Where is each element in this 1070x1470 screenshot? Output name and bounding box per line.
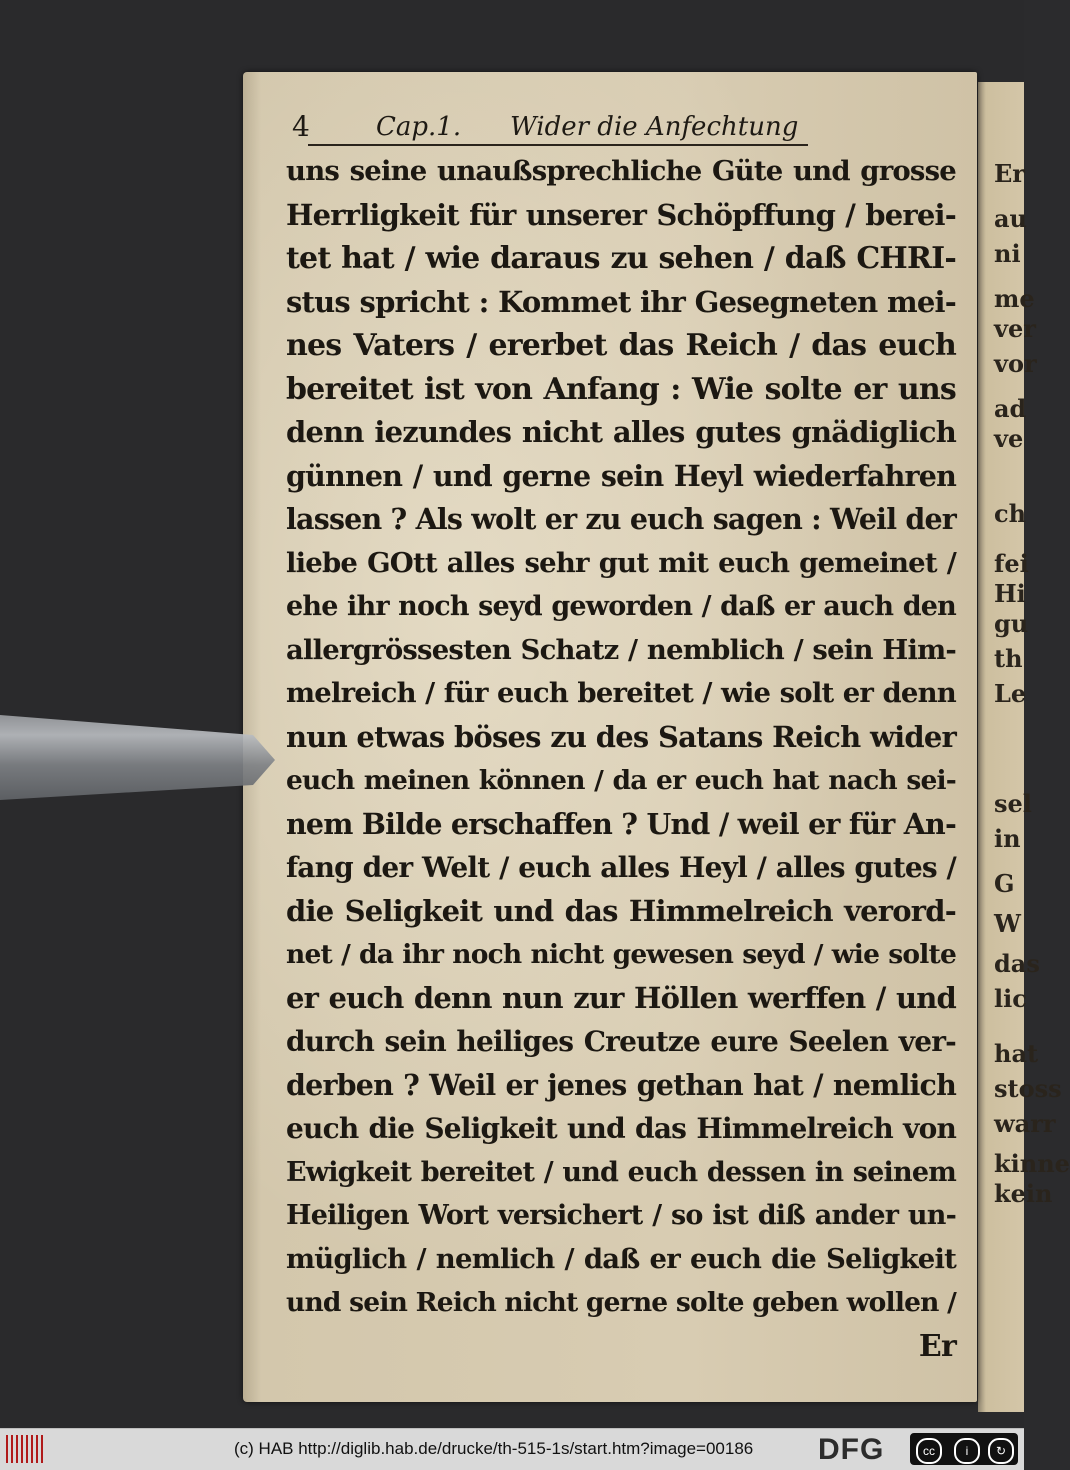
viewer-footer: [0, 1428, 1024, 1470]
running-title: Wider die Anfechtung: [510, 112, 799, 142]
text-line: nun etwas böses zu des Satans Reich wider: [286, 719, 956, 754]
facing-page-fragment: Er: [994, 159, 1025, 188]
facing-page-fragment: ve: [994, 424, 1024, 453]
facing-page-fragment: th: [994, 644, 1023, 673]
facing-page-fragment: lic: [994, 984, 1027, 1013]
sa-icon: ↻: [988, 1438, 1014, 1464]
facing-page-fragment: gu: [994, 609, 1029, 638]
header-rule: [308, 144, 808, 146]
facing-page-fragment: das: [994, 949, 1040, 978]
chapter-label: Cap.1.: [376, 112, 462, 142]
facing-page-fragment: ch: [994, 499, 1027, 528]
text-line: Heiligen Wort versichert / so ist diß ander un-: [286, 1200, 956, 1231]
bookmark-strip: [0, 705, 275, 805]
facing-page-fragment: W: [994, 909, 1021, 938]
library-logo-icon: [6, 1435, 46, 1463]
facing-page-fragment: ver: [994, 314, 1036, 343]
text-line: euch die Seligkeit und das Himmelreich von: [286, 1112, 956, 1145]
text-line: günnen / und gerne sein Heyl wiederfahren: [286, 458, 956, 493]
facing-page-fragment: ni: [994, 239, 1021, 268]
text-line: liebe GOtt alles sehr gut mit euch gemeinet /: [286, 546, 956, 579]
facing-page-fragment: au: [994, 204, 1027, 233]
text-line: und sein Reich nicht gerne solte geben wollen /: [286, 1287, 956, 1318]
text-line: bereitet ist von Anfang : Wie solte er uns: [286, 371, 956, 407]
text-line: uns seine unaußsprechliche Güte und grosse: [286, 155, 956, 187]
text-line: durch sein heiliges Creutze eure Seelen ver-: [286, 1025, 956, 1058]
text-line: tet hat / wie daraus zu sehen / daß CHRI-: [286, 241, 956, 276]
facing-page-fragment: ad: [994, 394, 1027, 423]
facing-page-fragment: hat: [994, 1039, 1039, 1068]
facing-page-fragment: in: [994, 824, 1021, 853]
facing-page-fragment: G: [994, 869, 1015, 898]
text-line: lassen ? Als wolt er zu euch sagen : Weil der: [286, 502, 957, 536]
facing-page-fragment: warr: [994, 1109, 1056, 1138]
facing-page-fragment: Le: [994, 679, 1027, 708]
facing-page-fragment: sel: [994, 789, 1032, 818]
facing-page-fragment: stoss: [994, 1074, 1062, 1103]
text-line: euch meinen können / da er euch hat nach sei-: [286, 765, 956, 796]
facing-page-fragment: me: [994, 284, 1035, 313]
by-icon: i: [954, 1438, 980, 1464]
text-line: die Seligkeit und das Himmelreich verord-: [286, 893, 956, 928]
text-line: nes Vaters / ererbet das Reich / das euch: [286, 328, 956, 363]
facing-page-fragment: fei: [994, 549, 1029, 578]
running-header: [286, 110, 946, 150]
catchword: Er: [918, 1328, 956, 1364]
text-line: stus spricht : Kommet ihr Gesegneten mei-: [286, 284, 956, 319]
body-text: [286, 150, 956, 1368]
facing-page-edge: [978, 82, 1070, 1412]
text-line: allergrössesten Schatz / nemblich / sein Him-: [286, 633, 956, 666]
text-line: müglich / nemlich / daß er euch die Seligkeit: [286, 1242, 956, 1275]
facing-page-fragment: Hi: [994, 579, 1026, 608]
page-number: 4: [292, 110, 310, 143]
text-line: Herrligkeit für unserer Schöpffung / berei-: [286, 197, 956, 232]
text-line: Ewigkeit bereitet / und euch dessen in seinem: [286, 1156, 956, 1188]
text-line: denn iezundes nicht alles gutes gnädiglich: [286, 415, 956, 449]
text-line: net / da ihr noch nicht gewesen seyd / wie solte: [286, 939, 956, 970]
copyright-link[interactable]: (c) HAB http://diglib.hab.de/drucke/th-515-1s/start.htm?image=00186: [234, 1439, 754, 1458]
cc-icon: cc: [916, 1438, 942, 1464]
text-line: fang der Welt / euch alles Heyl / alles gutes /: [286, 851, 956, 884]
text-line: er euch denn nun zur Höllen werffen / und: [286, 980, 956, 1015]
dfg-logo: DFG: [818, 1433, 885, 1466]
text-line: ehe ihr noch seyd geworden / daß er auch den: [286, 591, 956, 622]
facing-page-fragment: kinne: [994, 1149, 1070, 1178]
text-line: melreich / für euch bereitet / wie solt er denn: [286, 677, 956, 709]
text-line: derben ? Weil er jenes gethan hat / nemlich: [286, 1067, 956, 1102]
facing-page-fragment: kein: [994, 1179, 1053, 1208]
cc-license-badge[interactable]: [910, 1433, 1018, 1465]
text-line: nem Bilde erschaffen ? Und / weil er für An-: [286, 806, 956, 841]
facing-page-fragment: vor: [994, 349, 1037, 378]
